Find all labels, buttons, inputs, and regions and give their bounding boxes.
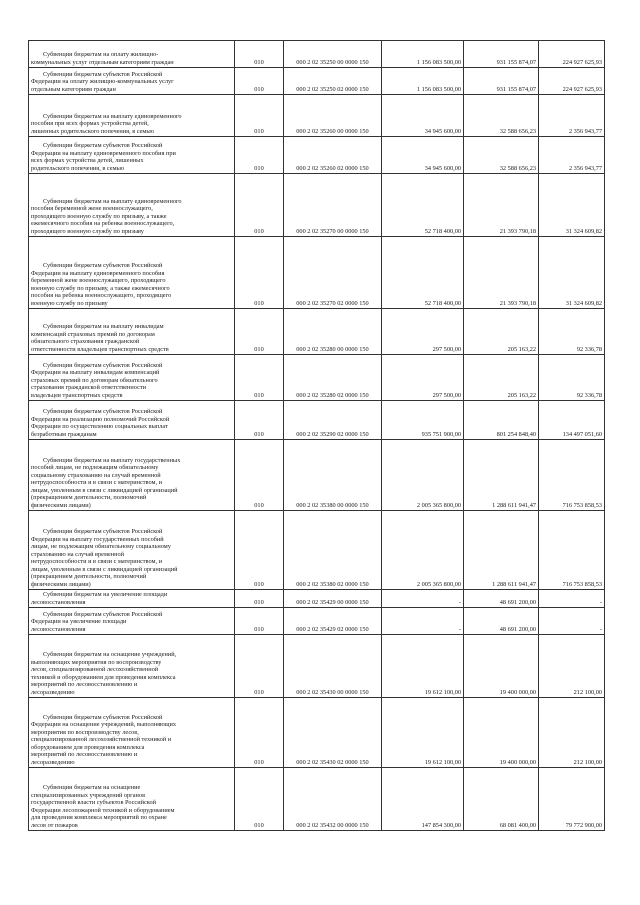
row-line-code: 010 [235, 41, 284, 68]
row-executed-amount: 32 588 656,23 [464, 95, 539, 137]
table-row [29, 440, 605, 511]
table-row [29, 401, 605, 440]
row-budget-classification-code: 000 2 02 35270 00 0000 150 [284, 174, 382, 237]
row-budget-classification-code: 000 2 02 35430 02 0000 150 [284, 698, 382, 768]
row-executed-amount: 19 400 000,00 [464, 698, 539, 768]
row-description: Субвенции бюджетам субъектов Российской Федерации на оплату жилищно-коммунальных услуг отдельным категориям граждан [29, 68, 235, 95]
row-description: Субвенции бюджетам субъектов Российской Федерации на увеличение площади лесовосстановления [29, 608, 235, 635]
row-unexecuted-amount: - [539, 590, 605, 608]
table-row [29, 608, 605, 635]
row-budget-classification-code: 000 2 02 35380 02 0000 150 [284, 511, 382, 590]
row-budget-classification-code: 000 2 02 35270 02 0000 150 [284, 237, 382, 309]
row-approved-amount: 147 854 300,00 [382, 768, 464, 831]
row-budget-classification-code: 000 2 02 35429 00 0000 150 [284, 590, 382, 608]
table-row [29, 41, 605, 68]
row-line-code: 010 [235, 768, 284, 831]
table-body [29, 41, 605, 831]
row-description: Субвенции бюджетам субъектов Российской Федерации на выплату единовременного пособия беременной жене военнослужащего, проходящего военную службу по призыву, а также ежемесячного пособия на ребенка военнослужащего, проходящего военную службу по призыву [29, 237, 235, 309]
row-approved-amount: 2 005 365 800,00 [382, 511, 464, 590]
row-description: Субвенции бюджетам субъектов Российской Федерации на реализацию полномочий Российской Федерации по осуществлению социальных выплат безработным гражданам [29, 401, 235, 440]
row-line-code: 010 [235, 401, 284, 440]
row-description: Субвенции бюджетам на оплату жилищно- коммунальных услуг отдельным категориям граждан [29, 41, 235, 68]
row-approved-amount: 1 156 083 500,00 [382, 41, 464, 68]
row-budget-classification-code: 000 2 02 35260 02 0000 150 [284, 137, 382, 174]
row-line-code: 010 [235, 590, 284, 608]
row-executed-amount: 32 588 656,23 [464, 137, 539, 174]
row-unexecuted-amount: 716 753 858,53 [539, 440, 605, 511]
row-budget-classification-code: 000 2 02 35250 00 0000 150 [284, 41, 382, 68]
row-unexecuted-amount: 716 753 858,53 [539, 511, 605, 590]
row-budget-classification-code: 000 2 02 35429 02 0000 150 [284, 608, 382, 635]
row-approved-amount: 297 500,00 [382, 355, 464, 401]
row-description: Субвенции бюджетам на оснащение специализированных учреждений органов государственной власти субъектов Российской Федерации лесопожарной техникой и оборудованием для проведения комплекса мероприятий по охране лесов от пожаров [29, 768, 235, 831]
row-unexecuted-amount: 92 336,78 [539, 355, 605, 401]
row-executed-amount: 48 691 200,00 [464, 590, 539, 608]
row-budget-classification-code: 000 2 02 35432 00 0000 150 [284, 768, 382, 831]
row-approved-amount: 19 612 100,00 [382, 698, 464, 768]
table-row [29, 137, 605, 174]
row-unexecuted-amount: 2 356 943,77 [539, 137, 605, 174]
row-line-code: 010 [235, 137, 284, 174]
table-row [29, 309, 605, 355]
table-row [29, 355, 605, 401]
row-line-code: 010 [235, 511, 284, 590]
row-executed-amount: 21 393 790,18 [464, 237, 539, 309]
table-row [29, 237, 605, 309]
row-description: Субвенции бюджетам субъектов Российской Федерации на выплату инвалидам компенсаций страховых премий по договорам обязательного страхования гражданской ответственности владельцев транспортных средств [29, 355, 235, 401]
row-executed-amount: 48 691 200,00 [464, 608, 539, 635]
row-description: Субвенции бюджетам на выплату единовременного пособия при всех формах устройства детей, лишенных родительского попечения, в семью [29, 95, 235, 137]
row-description: Субвенции бюджетам на выплату государственных пособий лицам, не подлежащим обязательному социальному страхованию на случай временной нетрудоспособности и в связи с материнством, и лицам, уволенным в связи с ликвидацией организаций (прекращением деятельности, полномочий физическими лицами) [29, 440, 235, 511]
row-approved-amount: 52 718 400,00 [382, 174, 464, 237]
row-line-code: 010 [235, 68, 284, 95]
row-line-code: 010 [235, 237, 284, 309]
row-description: Субвенции бюджетам на выплату единовременного пособия беременной жене военнослужащего, проходящего военную службу по призыву, а также ежемесячного пособия на ребенка военнослужащего, проходящего военную службу по призыву [29, 174, 235, 237]
row-description: Субвенции бюджетам субъектов Российской Федерации на выплату единовременного пособия при всех формах устройства детей, лишенных родительского попечения, в семью [29, 137, 235, 174]
row-unexecuted-amount: 2 356 943,77 [539, 95, 605, 137]
row-approved-amount: 34 945 600,00 [382, 137, 464, 174]
row-executed-amount: 801 254 848,40 [464, 401, 539, 440]
row-executed-amount: 19 400 000,00 [464, 635, 539, 698]
row-unexecuted-amount: 224 927 625,93 [539, 68, 605, 95]
row-approved-amount: 52 718 400,00 [382, 237, 464, 309]
row-approved-amount: 1 156 083 500,00 [382, 68, 464, 95]
row-budget-classification-code: 000 2 02 35250 02 0000 150 [284, 68, 382, 95]
row-budget-classification-code: 000 2 02 35280 02 0000 150 [284, 355, 382, 401]
row-description: Субвенции бюджетам на оснащение учреждений, выполняющих мероприятия по воспроизводству лесов, специализированной лесохозяйственной техникой и оборудованием для проведения комплекса мероприятий по лесовосстановлению и лесоразведению [29, 635, 235, 698]
row-executed-amount: 931 155 874,07 [464, 68, 539, 95]
table-row [29, 174, 605, 237]
row-description: Субвенции бюджетам субъектов Российской Федерации на оснащение учреждений, выполняющих мероприятия по воспроизводству лесов, специализированной лесохозяйственной техникой и оборудованием для проведения комплекса мероприятий по лесовосстановлению и лесоразведению [29, 698, 235, 768]
row-approved-amount: 34 945 600,00 [382, 95, 464, 137]
row-line-code: 010 [235, 174, 284, 237]
row-executed-amount: 1 288 611 941,47 [464, 440, 539, 511]
row-budget-classification-code: 000 2 02 35280 00 0000 150 [284, 309, 382, 355]
row-description: Субвенции бюджетам на выплату инвалидам компенсаций страховых премий по договорам обязательного страхования гражданской ответственности владельцев транспортных средств [29, 309, 235, 355]
row-executed-amount: 1 288 611 941,47 [464, 511, 539, 590]
row-unexecuted-amount: 134 497 051,60 [539, 401, 605, 440]
row-line-code: 010 [235, 635, 284, 698]
table-row [29, 68, 605, 95]
row-description: Субвенции бюджетам на увеличение площади лесовосстановления [29, 590, 235, 608]
row-unexecuted-amount: 212 100,00 [539, 698, 605, 768]
row-executed-amount: 205 163,22 [464, 309, 539, 355]
row-line-code: 010 [235, 95, 284, 137]
table-row [29, 95, 605, 137]
row-unexecuted-amount: 92 336,78 [539, 309, 605, 355]
row-budget-classification-code: 000 2 02 35260 00 0000 150 [284, 95, 382, 137]
table-row [29, 768, 605, 831]
row-unexecuted-amount: 212 100,00 [539, 635, 605, 698]
budget-execution-table [28, 40, 605, 831]
row-line-code: 010 [235, 698, 284, 768]
row-executed-amount: 205 163,22 [464, 355, 539, 401]
row-description: Субвенции бюджетам субъектов Российской Федерации на выплату государственных пособий лицам, не подлежащим обязательному социальному страхованию на случай временной нетрудоспособности и в связи с материнством, и лицам, уволенным в связи с ликвидацией организаций (прекращением деятельности, полномочий физическими лицами) [29, 511, 235, 590]
row-approved-amount: 19 612 100,00 [382, 635, 464, 698]
table-row [29, 635, 605, 698]
row-line-code: 010 [235, 355, 284, 401]
table-row [29, 590, 605, 608]
row-line-code: 010 [235, 608, 284, 635]
row-budget-classification-code: 000 2 02 35380 00 0000 150 [284, 440, 382, 511]
row-line-code: 010 [235, 440, 284, 511]
row-unexecuted-amount: 31 324 609,82 [539, 237, 605, 309]
row-approved-amount: - [382, 608, 464, 635]
row-executed-amount: 68 081 400,00 [464, 768, 539, 831]
row-executed-amount: 931 155 874,07 [464, 41, 539, 68]
row-approved-amount: - [382, 590, 464, 608]
row-unexecuted-amount: 79 772 900,00 [539, 768, 605, 831]
row-line-code: 010 [235, 309, 284, 355]
row-executed-amount: 21 393 790,18 [464, 174, 539, 237]
table-row [29, 698, 605, 768]
row-approved-amount: 297 500,00 [382, 309, 464, 355]
row-budget-classification-code: 000 2 02 35290 02 0000 150 [284, 401, 382, 440]
row-unexecuted-amount: - [539, 608, 605, 635]
row-approved-amount: 935 751 900,00 [382, 401, 464, 440]
row-approved-amount: 2 005 365 800,00 [382, 440, 464, 511]
row-budget-classification-code: 000 2 02 35430 00 0000 150 [284, 635, 382, 698]
row-unexecuted-amount: 224 927 625,93 [539, 41, 605, 68]
row-unexecuted-amount: 31 324 609,82 [539, 174, 605, 237]
table-row [29, 511, 605, 590]
